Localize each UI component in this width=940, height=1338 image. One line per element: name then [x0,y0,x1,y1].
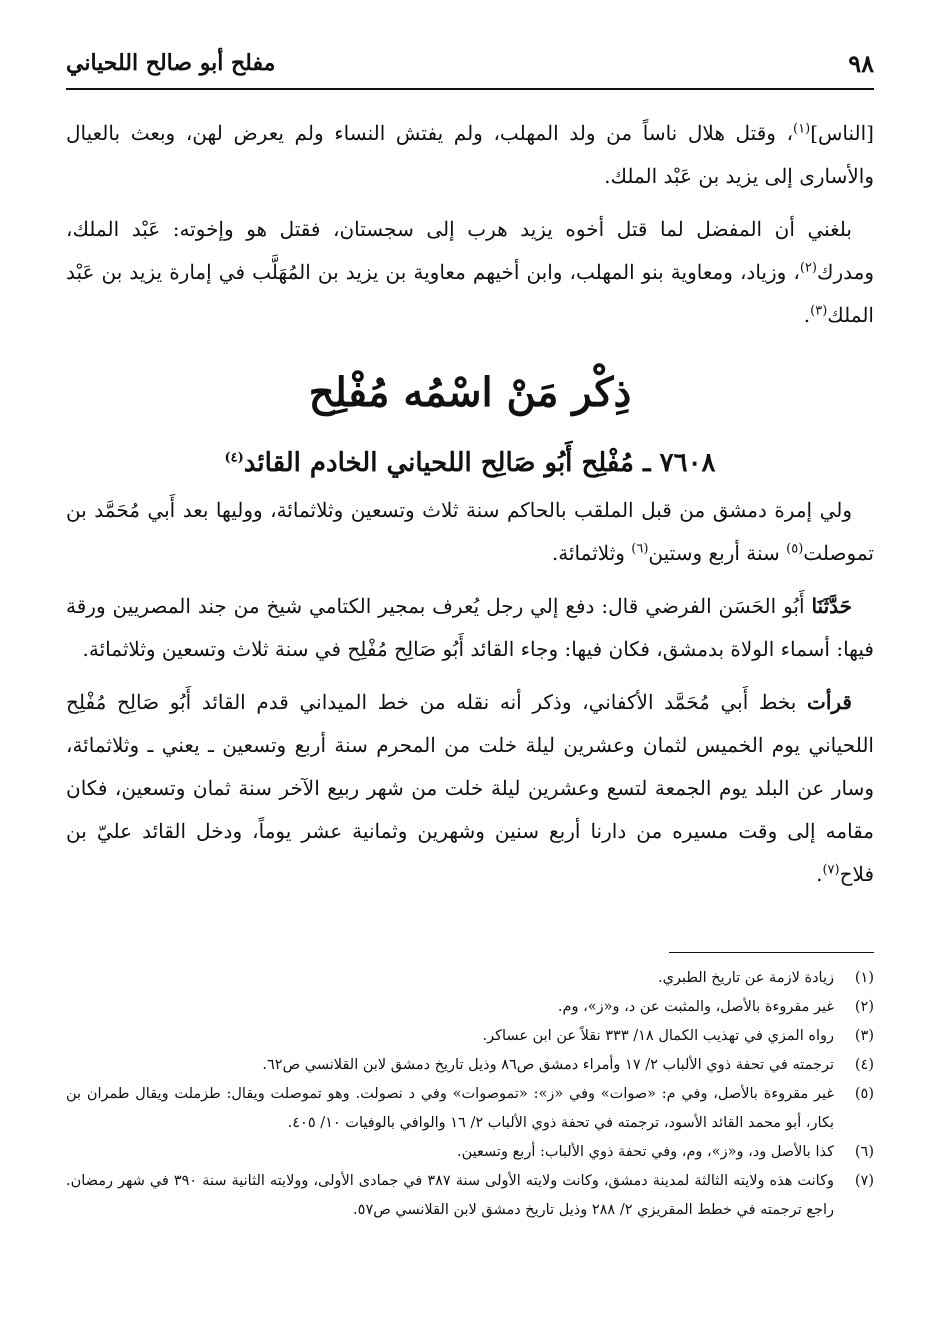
entry-title-text: ٧٦٠٨ ـ مُفْلِح أَبُو صَالِح اللحياني الخادم القائد [243,448,716,478]
paragraph-text: بلغني أن المفضل لما قتل أخوه يزيد هرب إلى سجستان، فقتل هو وإخوته: عَبْد الملك، ومدرك [66,217,874,284]
footnote-5 [66,1080,874,1138]
page-number: ٩٨ [848,48,874,78]
footnote-mark-7: (٧) [822,862,840,878]
footnote-text: غير مقروءة بالأصل، وفي م: «صوات» وفي «ز»: «تموصوات» وفي د نصولت. وهو تموصلت ويقال: طزملت ويقال طمران بن بكار، أبو محمد القائد الأسود، ترجمته في تحفة ذوي الألباب ٢/ ١٦ والوافي بالوفيات ١٠/ ٤٠٥. [66,1086,834,1131]
footnote-text: ترجمته في تحفة ذوي الألباب ٢/ ١٧ وأمراء دمشق ص٨٦ وذيل تاريخ دمشق لابن القلانسي ص٦٢. [262,1057,834,1073]
footnote-text: رواه المزي في تهذيب الكمال ١٨/ ٣٣٣ نقلاً عن ابن عساكر. [482,1028,834,1044]
paragraph-text: . [816,862,823,886]
footnote-number: (٢) [854,999,874,1015]
footnote-mark-1: (١) [793,121,811,137]
footnote-3 [66,1022,874,1051]
footnote-mark-5: (٥) [786,541,804,557]
footnotes [66,964,874,1225]
footnote-number: (١) [854,970,874,986]
entry-paragraph-1 [66,489,874,575]
footnote-text: وكانت هذه ولايته الثالثة لمدينة دمشق، وكانت ولايته الأولى سنة ٣٨٧ في جمادى الأولى، وولايته الثانية سنة ٣٩٠ في شهر رمضان. راجع ترجمته في خطط المقريزي ٢/ ٢٨٨ وذيل تاريخ دمشق لابن القلانسي ص٥٧. [66,1173,834,1218]
running-title: مفلح أبو صالح اللحياني [66,50,276,76]
footnote-text: كذا بالأصل ود، و«ز»، وم، وفي تحفة ذوي الألباب: أربع وتسعين. [456,1144,834,1160]
entry-title [66,441,874,485]
footnote-divider [669,952,874,953]
footnote-mark-2: (٢) [799,260,817,276]
footnote-mark-6: (٦) [631,541,649,557]
footnote-2 [66,993,874,1022]
paragraph-text: ولي إمرة دمشق من قبل الملقب بالحاكم سنة ثلاث وتسعين وثلاثمائة، ووليها بعد أَبي مُحَمَّد بن تموصلت [66,498,874,565]
bracketed-word: [الناس] [810,121,874,145]
paragraph-text: . [803,303,811,327]
paragraph-text: أَبُو الحَسَن الفرضي قال: دفع إلي رجل يُعرف بمجير الكتامي شيخ من جند المصريين ورقة فيها: أسماء الولاة بدمشق، فكان فيها: وجاء القائد أَبُو صَالِح مُفْلِح في سنة ثلاث وتسعين وثلاثمائة. [66,594,874,661]
page-header [66,38,874,90]
footnote-number: (٥) [854,1086,874,1102]
paragraph-text: سنة أربع وستين [648,541,787,565]
keyword-haddathana: حَدَّثَنَا [811,594,852,618]
footnote-text: غير مقروءة بالأصل، والمثبت عن د، و«ز»، وم. [557,999,834,1015]
main-text [66,112,874,906]
paragraph-text: وثلاثمائة. [551,541,632,565]
paragraph-text: بخط أَبي مُحَمَّد الأكفاني، وذكر أنه نقله من خط الميداني قدم القائد أَبُو صَالِح مُفْلِح اللحياني يوم الخميس لثمان وعشرين ليلة خلت من المحرم سنة أربع وتسعين ـ يعني ـ وثلاثمائة، وسار عن البلد يوم الجمعة لتسع وعشرين ليلة خلت من شهر ربيع الآخر سنة ثمان وتسعين، فكان مقامه إلى وقت مسيره من دارنا أربع سنين وشهرين وثمانية عشر يوماً، ودخل القائد عليّ بن فلاح [66,690,874,886]
paragraph-mufaddal [66,208,874,337]
paragraph-text: ، وزياد، ومعاوية بنو المهلب، وابن أخيهم معاوية بن يزيد بن المُهَلَّب في إمارة يزيد بن عَبْد الملك [66,260,874,327]
footnote-number: (٦) [854,1144,874,1160]
footnote-text: زيادة لازمة عن تاريخ الطبري. [658,970,834,986]
footnote-1 [66,964,874,993]
entry-paragraph-3 [66,681,874,896]
keyword-qaraat: قرأت [807,690,852,714]
footnote-number: (٣) [854,1028,874,1044]
paragraph-continuation [66,112,874,198]
footnote-mark-3: (٣) [810,303,828,319]
footnote-mark-4: (٤) [224,450,244,466]
footnote-7 [66,1167,874,1225]
footnote-4 [66,1051,874,1080]
paragraph-text: ، وقتل هلال ناساً من ولد المهلب، ولم يفتش النساء ولم يعرض لهن، وبعث بالعيال والأسارى إلى يزيد بن عَبْد الملك. [66,121,874,188]
entry-paragraph-2 [66,585,874,671]
footnote-6 [66,1138,874,1167]
section-title: ذِكْر مَنْ اسْمُه مُفْلِح [308,369,632,416]
footnote-number: (٤) [854,1057,874,1073]
footnote-number: (٧) [854,1173,874,1189]
